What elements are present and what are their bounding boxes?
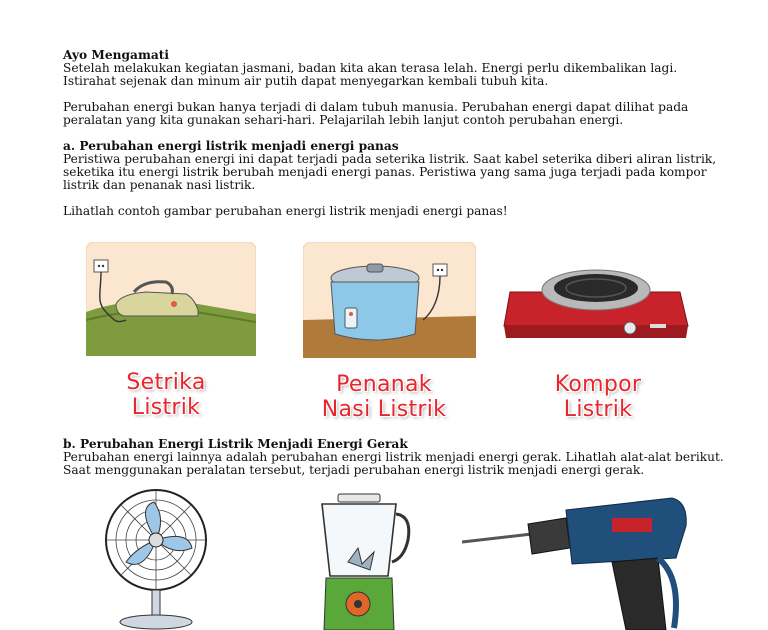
electric-stove-illustration [500,262,690,346]
intro-title: Ayo Mengamati [63,48,169,62]
intro-para2-line-2: peralatan yang kita gunakan sehari-hari. Pelajarilah lebih lanjut contoh perubahan energi. [63,113,624,127]
intro-line-2: Istirahat sejenak dan minum air putih dapat menyegarkan kembali tubuh kita. [63,74,549,88]
blender-illustration [308,492,418,630]
section-b-line-1: Perubahan energi lainnya adalah perubahan energi listrik menjadi energi gerak. Lihatlah alat-alat berikut. [63,450,724,464]
section-a-line-3: listrik dan penanak nasi listrik. [63,178,256,192]
iron-illustration [86,242,256,356]
section-b-line-2: Saat menggunakan peralatan tersebut, terjadi perubahan energi listrik menjadi energi gerak. [63,463,645,477]
section-b-title: b. Perubahan Energi Listrik Menjadi Energi Gerak [63,437,408,451]
caption-kompor-line-2: Listrik [563,397,633,422]
caption-penanak-nasi-listrik [304,372,464,422]
caption-setrika-line-1: Setrika [126,370,206,395]
drill-illustration [462,488,702,630]
fan-illustration [96,488,216,630]
intro-line-1: Setelah melakukan kegiatan jasmani, badan kita akan terasa lelah. Energi perlu dikembalikan lagi. [63,61,678,75]
caption-kompor-listrik [528,372,668,422]
section-a-line-1: Peristiwa perubahan energi ini dapat terjadi pada seterika listrik. Saat kabel seterika diberi aliran listrik, [63,152,717,166]
caption-kompor-line-1: Kompor [554,372,642,397]
section-a-line-2: seketika itu energi listrik berubah menjadi energi panas. Peristiwa yang sama juga terjadi pada kompor [63,165,707,179]
rice-cooker-illustration [303,242,476,358]
section-a-title: a. Perubahan energi listrik menjadi energi panas [63,139,399,153]
caption-penanak-line-1: Penanak [336,372,432,397]
caption-penanak-line-2: Nasi Listrik [321,397,447,422]
intro-para2-line-1: Perubahan energi bukan hanya terjadi di dalam tubuh manusia. Perubahan energi dapat dilihat pada [63,100,689,114]
caption-setrika-line-2: Listrik [131,395,201,420]
section-a-prompt: Lihatlah contoh gambar perubahan energi listrik menjadi energi panas! [63,204,508,218]
caption-setrika-listrik [96,370,236,420]
